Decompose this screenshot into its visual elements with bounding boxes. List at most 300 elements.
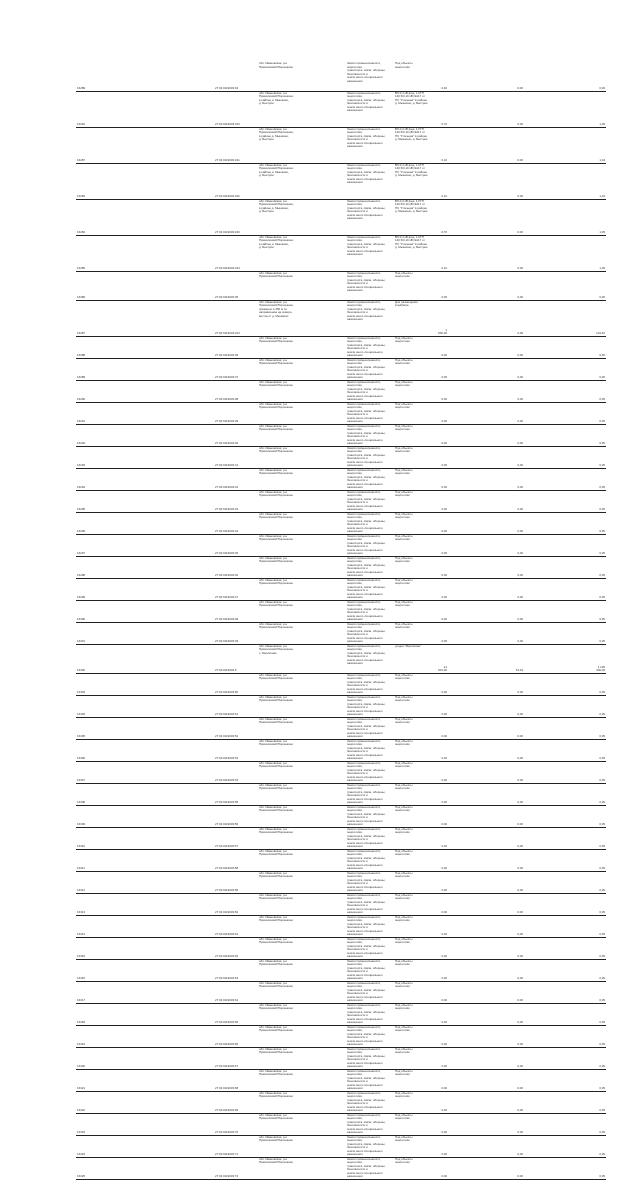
- land-category: Земли промышленности, энергетики, транспорта, связи, обороны, безопасности и земли иного специального назначения: [346, 600, 394, 622]
- table-row: [76, 1003, 606, 1025]
- row-number: 16322: [76, 1091, 100, 1113]
- table-row: [76, 827, 606, 849]
- cadastral-value-per-sqm: 0,00: [512, 937, 524, 959]
- address: обл. Ивановская, р-н Приволжский/Порошкино, в районе д. Мышкино, д. Быстрое: [258, 91, 346, 127]
- table-row: [76, 556, 606, 578]
- cadastral-value: 0,00: [594, 358, 606, 380]
- cadastral-value: 1 105 400,00: [594, 644, 606, 673]
- permitted-use: Под объекты энергетики: [394, 1113, 436, 1135]
- table-row: [76, 402, 606, 424]
- cadastral-value: 0,05: [594, 871, 606, 893]
- cadastral-number: 27:02:0119003:49: [214, 622, 258, 644]
- land-category: Земли промышленности, энергетики, транспорта, связи, обороны, безопасности и земли иного специального назначения: [346, 490, 394, 512]
- table-row: [76, 1025, 606, 1047]
- area: 0,00: [436, 402, 448, 424]
- cadastral-value-per-sqm: 0,00: [512, 512, 524, 534]
- cadastral-value: 0,05: [594, 622, 606, 644]
- cadastral-value-per-sqm: 0,00: [512, 783, 524, 805]
- row-number: 16300: [76, 600, 100, 622]
- cadastral-value-per-sqm: 0,00: [512, 622, 524, 644]
- address: обл. Ивановская, р-н Приволжский/Порошкино, в районе д. Мышкино, д. Быстрое: [258, 235, 346, 271]
- table-row: [76, 62, 606, 91]
- land-category: Земли промышленности, энергетики, транспорта, связи, обороны, безопасности и земли иного специального назначения: [346, 468, 394, 490]
- land-category: Земли промышленности, энергетики, транспорта, связи, обороны, безопасности и земли иного специального назначения: [346, 1157, 394, 1179]
- cadastral-number: 27:02:0119003:48: [214, 600, 258, 622]
- row-number: 16316: [76, 959, 100, 981]
- address: обл. Ивановская, р-н Приволжский/Порошкино: [258, 959, 346, 981]
- cadastral-number: 27:02:0119003:54: [214, 761, 258, 783]
- permitted-use: Под объекты энергетики: [394, 424, 436, 446]
- table-row: [76, 1091, 606, 1113]
- cadastral-number: 27:02:0119003:69: [214, 1091, 258, 1113]
- land-category: Земли промышленности, энергетики, транспорта, связи, обороны, безопасности и земли иного специального назначения: [346, 871, 394, 893]
- address: обл. Ивановская, р-н Приволжский/Порошкино: [258, 915, 346, 937]
- table-row: [76, 336, 606, 358]
- row-number: 16284: [76, 199, 100, 235]
- area: 0,00: [436, 937, 448, 959]
- land-category: Земли промышленности, энергетики, транспорта, связи, обороны, безопасности и земли иного специального назначения: [346, 512, 394, 534]
- cadastral-number: 27:02:0119003:56: [214, 805, 258, 827]
- cadastral-number: 27:02:0119003:37: [214, 358, 258, 380]
- land-category: Земли промышленности, энергетики, транспорта, связи, обороны, безопасности и земли иного специального назначения: [346, 1135, 394, 1157]
- table-row: [76, 380, 606, 402]
- row-number: 16320: [76, 1047, 100, 1069]
- row-number: 16310: [76, 827, 100, 849]
- row-number: 16306: [76, 739, 100, 761]
- permitted-use: Под объекты энергетики: [394, 62, 436, 91]
- cadastral-value-per-sqm: 0,00: [512, 446, 524, 468]
- cadastral-number: 27:02:0119003:5: [214, 644, 258, 673]
- table-row: [76, 849, 606, 871]
- row-number: 16325: [76, 1157, 100, 1179]
- row-number: 16315: [76, 937, 100, 959]
- cadastral-value-per-sqm: 0,00: [512, 600, 524, 622]
- cadastral-value-per-sqm: 0,00: [512, 199, 524, 235]
- permitted-use: Для размещения кладбища: [394, 300, 436, 336]
- cadastral-value-per-sqm: 0,00: [512, 871, 524, 893]
- cadastral-value-per-sqm: 51,04: [512, 644, 524, 673]
- cadastral-number: 27:02:0119003:65: [214, 1003, 258, 1025]
- cadastral-number: 27:02:0119003:45: [214, 534, 258, 556]
- permitted-use: Под объекты энергетики: [394, 468, 436, 490]
- permitted-use: Под объекты энергетики: [394, 622, 436, 644]
- cadastral-value: 0,00: [594, 62, 606, 91]
- row-number: 16287: [76, 300, 100, 336]
- cadastral-number: 27:02:0119003:344: [214, 235, 258, 271]
- cadastral-number: 27:02:0119003:67: [214, 1047, 258, 1069]
- table-row: [76, 644, 606, 673]
- cadastral-value-per-sqm: 0,00: [512, 827, 524, 849]
- permitted-use: Под объекты энергетики: [394, 761, 436, 783]
- land-category: Земли промышленности, энергетики, транспорта, связи, обороны, безопасности и земли иного специального назначения: [346, 336, 394, 358]
- table-row: [76, 783, 606, 805]
- land-plots-table: [76, 62, 606, 1180]
- area: 0,00: [436, 739, 448, 761]
- cadastral-number: 27:02:0119003:38: [214, 380, 258, 402]
- address: обл. Ивановская, р-н Приволжский/Порошкино: [258, 871, 346, 893]
- row-number: 16312: [76, 871, 100, 893]
- permitted-use: Под объекты энергетики: [394, 827, 436, 849]
- row-number: 16291: [76, 91, 100, 127]
- cadastral-value-per-sqm: 0,00: [512, 534, 524, 556]
- row-number: 16307: [76, 761, 100, 783]
- table-row: [76, 673, 606, 695]
- area: 0,00: [436, 1091, 448, 1113]
- address: обл. Ивановская, р-н Приволжский/Порошкино: [258, 468, 346, 490]
- land-category: Земли промышленности, энергетики, транспорта, связи, обороны, безопасности и земли иного специального назначения: [346, 235, 394, 271]
- permitted-use: Под объекты энергетики: [394, 1047, 436, 1069]
- address: обл. Ивановская, р-н Приволжский/Порошкино: [258, 490, 346, 512]
- cadastral-value: 0,05: [594, 739, 606, 761]
- cadastral-value-per-sqm: 0,00: [512, 1047, 524, 1069]
- row-number: 16323: [76, 1113, 100, 1135]
- cadastral-value: 0,05: [594, 849, 606, 871]
- cadastral-number: 27:02:0119003:52: [214, 717, 258, 739]
- row-number: 16289: [76, 62, 100, 91]
- row-number: 16294: [76, 468, 100, 490]
- cadastral-value: 0,05: [594, 402, 606, 424]
- permitted-use: Под объекты энергетики: [394, 534, 436, 556]
- address: обл. Ивановская, р-н Приволжский/Порошкино, в районе д. Мышкино, д. Быстрое: [258, 127, 346, 163]
- permitted-use: Под объекты энергетики: [394, 1091, 436, 1113]
- row-number: 16298: [76, 556, 100, 578]
- table-row: [76, 91, 606, 127]
- permitted-use: Под объекты энергетики: [394, 893, 436, 915]
- cadastral-value: 0,05: [594, 959, 606, 981]
- cadastral-value: 0,05: [594, 490, 606, 512]
- area: 0,00: [436, 1047, 448, 1069]
- row-number: 16313: [76, 893, 100, 915]
- table-row: [76, 739, 606, 761]
- table-row: [76, 981, 606, 1003]
- permitted-use: Под объекты энергетики: [394, 915, 436, 937]
- area: 0,10: [436, 127, 448, 163]
- table-row: [76, 717, 606, 739]
- cadastral-value: 1,06: [594, 235, 606, 271]
- cadastral-value-per-sqm: 0,00: [512, 915, 524, 937]
- permitted-use: Под объекты энергетики: [394, 271, 436, 300]
- area: 0,00: [436, 622, 448, 644]
- cadastral-value: 0,05: [594, 717, 606, 739]
- cadastral-value: 0,05: [594, 783, 606, 805]
- cadastral-value-per-sqm: 0,09: [512, 300, 524, 336]
- area: 0,00: [436, 578, 448, 600]
- cadastral-value-per-sqm: 0,00: [512, 849, 524, 871]
- cadastral-value: 0,05: [594, 446, 606, 468]
- permitted-use: Под объекты энергетики: [394, 490, 436, 512]
- cadastral-value: 0,05: [594, 512, 606, 534]
- cadastral-value-per-sqm: 0,00: [512, 805, 524, 827]
- area: 0,00: [436, 827, 448, 849]
- cadastral-number: 27:02:0119003:51: [214, 695, 258, 717]
- address: обл. Ивановская, р-н Приволжский/Порошкино, в районе д. Мышкино, д. Быстрое: [258, 199, 346, 235]
- permitted-use: Под объекты энергетики: [394, 871, 436, 893]
- land-category: Земли промышленности, энергетики, транспорта, связи, обороны, безопасности и земли иного специального назначения: [346, 163, 394, 199]
- address: обл. Ивановская, р-н Приволжский/Порошкино: [258, 556, 346, 578]
- permitted-use: Под объекты энергетики: [394, 849, 436, 871]
- area: 0,70: [436, 199, 448, 235]
- cadastral-number: 27:02:0119003:47: [214, 578, 258, 600]
- address: обл. Ивановская, р-н Приволжский/Порошкино: [258, 827, 346, 849]
- cadastral-value: 0,05: [594, 937, 606, 959]
- area: 0,00: [436, 673, 448, 695]
- row-number: 16297: [76, 534, 100, 556]
- cadastral-number: 27:02:0119003:39: [214, 402, 258, 424]
- cadastral-number: 27:02:0119003:61: [214, 915, 258, 937]
- table-row: [76, 805, 606, 827]
- cadastral-number: 27:02:0119003:43: [214, 490, 258, 512]
- cadastral-value: 0,05: [594, 1135, 606, 1157]
- land-category: Земли промышленности, энергетики, транспорта, связи, обороны, безопасности и земли иного специального назначения: [346, 556, 394, 578]
- address: обл. Ивановская, р-н Приволжский/Порошкино: [258, 1135, 346, 1157]
- row-number: 16290: [76, 380, 100, 402]
- row-number: 16289: [76, 358, 100, 380]
- area: 0,00: [436, 1025, 448, 1047]
- cadastral-number: 27:02:0119003:64: [214, 981, 258, 1003]
- cadastral-value: 1,06: [594, 91, 606, 127]
- cadastral-value: 0,05: [594, 534, 606, 556]
- land-category: Земли промышленности, энергетики, транспорта, связи, обороны, безопасности и земли иного специального назначения: [346, 827, 394, 849]
- row-number: 16295: [76, 490, 100, 512]
- cadastral-number: 27:02:0119003:224: [214, 300, 258, 336]
- area: 0,00: [436, 893, 448, 915]
- cadastral-value-per-sqm: 0,00: [512, 893, 524, 915]
- permitted-use: Под объекты энергетики: [394, 446, 436, 468]
- area: 0,40: [436, 62, 448, 91]
- cadastral-value: 0,00: [594, 336, 606, 358]
- cadastral-value: 0,05: [594, 1091, 606, 1113]
- cadastral-number: 27:02:0119003:35: [214, 271, 258, 300]
- table-row: [76, 1157, 606, 1179]
- permitted-use: ВЛ-0,4 кВ фид. 1 КТП 120 6/0,10 кВ №117 от ПС "Угольная" в районе д. Мышкино, д. Быстрое: [394, 91, 436, 127]
- area: 0,00: [436, 424, 448, 446]
- row-number: 16293: [76, 446, 100, 468]
- permitted-use: Под объекты энергетики: [394, 1025, 436, 1047]
- cadastral-value-per-sqm: 0,00: [512, 739, 524, 761]
- address: обл. Ивановская, р-н Приволжский/Порошкино: [258, 1091, 346, 1113]
- address: обл. Ивановская, р-н Приволжский/Порошкино: [258, 271, 346, 300]
- cadastral-number: 27:02:0119003:41: [214, 446, 258, 468]
- cadastral-value: 1,04: [594, 163, 606, 199]
- land-category: Земли промышленности, энергетики, транспорта, связи, обороны, безопасности и земли иного специального назначения: [346, 915, 394, 937]
- area: 0,00: [436, 534, 448, 556]
- land-category: Земли промышленности, энергетики, транспорта, связи, обороны, безопасности и земли иного специального назначения: [346, 739, 394, 761]
- area: 0,00: [436, 1003, 448, 1025]
- permitted-use: Под объекты энергетики: [394, 578, 436, 600]
- area: 0,00: [436, 336, 448, 358]
- land-category: Земли промышленности, энергетики, транспорта, связи, обороны, безопасности и земли иного специального назначения: [346, 644, 394, 673]
- cadastral-value-per-sqm: 0,00: [512, 673, 524, 695]
- row-number: 16288: [76, 336, 100, 358]
- table-row: [76, 127, 606, 163]
- cadastral-value-per-sqm: 0,00: [512, 235, 524, 271]
- cadastral-value-per-sqm: 0,00: [512, 402, 524, 424]
- area: 0,00: [436, 805, 448, 827]
- row-number: 16311: [76, 849, 100, 871]
- row-number: 16314: [76, 915, 100, 937]
- cadastral-value-per-sqm: 0,00: [512, 490, 524, 512]
- table-row: [76, 622, 606, 644]
- address: обл. Ивановская, р-н Приволжский/Порошкино: [258, 1069, 346, 1091]
- address: обл. Ивановская, р-н Приволжский/Порошкино, в районе д. Мышкино, д. Быстрое: [258, 163, 346, 199]
- cadastral-number: 27:02:0119003:57: [214, 827, 258, 849]
- address: обл. Ивановская, р-н Приволжский/Порошкино, примерно в 450 м по направлению на северо- восток от д. Мышкино: [258, 300, 346, 336]
- land-category: Земли промышленности, энергетики, транспорта, связи, обороны, безопасности и земли иного специального назначения: [346, 1113, 394, 1135]
- area: 0,00: [436, 380, 448, 402]
- cadastral-number: 27:02:0119003:62: [214, 937, 258, 959]
- table-row: [76, 300, 606, 336]
- cadastral-number: 27:02:0119003:53: [214, 739, 258, 761]
- area: 0,00: [436, 761, 448, 783]
- row-number: 16283: [76, 163, 100, 199]
- land-category: Земли промышленности, энергетики, транспорта, связи, обороны, безопасности и земли иного специального назначения: [346, 358, 394, 380]
- cadastral-value: 0,05: [594, 380, 606, 402]
- table-row: [76, 959, 606, 981]
- cadastral-value-per-sqm: 0,00: [512, 1135, 524, 1157]
- cadastral-number: 27:02:0119003:66: [214, 1025, 258, 1047]
- area: 0,00: [436, 871, 448, 893]
- cadastral-number: 27:02:0119003:59: [214, 871, 258, 893]
- area: 0,00: [436, 271, 448, 300]
- land-category: Земли промышленности, энергетики, транспорта, связи, обороны, безопасности и земли иного специального назначения: [346, 1069, 394, 1091]
- cadastral-value: 0,05: [594, 578, 606, 600]
- row-number: 16285: [76, 235, 100, 271]
- cadastral-value-per-sqm: 0,00: [512, 271, 524, 300]
- area: 0,00: [436, 358, 448, 380]
- table-row: [76, 358, 606, 380]
- address: обл. Ивановская, р-н Приволжский/Порошкино: [258, 380, 346, 402]
- area: 0,70: [436, 91, 448, 127]
- land-category: Земли промышленности, энергетики, транспорта, связи, обороны, безопасности и земли иного специального назначения: [346, 695, 394, 717]
- land-category: Земли промышленности, энергетики, транспорта, связи, обороны, безопасности и земли иного специального назначения: [346, 578, 394, 600]
- table-row: [76, 446, 606, 468]
- area: 0,10: [436, 163, 448, 199]
- cadastral-value: 0,05: [594, 827, 606, 849]
- permitted-use: Под объекты энергетики: [394, 805, 436, 827]
- table-row: [76, 761, 606, 783]
- row-number: 16286: [76, 271, 100, 300]
- cadastral-number: 27:02:0119003:04: [214, 62, 258, 91]
- area: 0,00: [436, 783, 448, 805]
- permitted-use: Под объекты энергетики: [394, 959, 436, 981]
- address: обл. Ивановская, р-н Приволжский/Порошкино: [258, 1113, 346, 1135]
- cadastral-value: 1,05: [594, 199, 606, 235]
- land-category: Земли промышленности, энергетики, транспорта, связи, обороны, безопасности и земли иного специального назначения: [346, 1003, 394, 1025]
- area: 0,00: [436, 959, 448, 981]
- land-category: Земли промышленности, энергетики, транспорта, связи, обороны, безопасности и земли иного специального назначения: [346, 1091, 394, 1113]
- cadastral-number: 27:02:0119003:72: [214, 1157, 258, 1179]
- cadastral-value: 0,00: [594, 271, 606, 300]
- land-category: Земли промышленности, энергетики, транспорта, связи, обороны, безопасности и земли иного специального назначения: [346, 783, 394, 805]
- cadastral-value-per-sqm: 0,00: [512, 62, 524, 91]
- land-category: Земли промышленности, энергетики, транспорта, связи, обороны, безопасности и земли иного специального назначения: [346, 1047, 394, 1069]
- permitted-use: Под объекты энергетики: [394, 739, 436, 761]
- address: обл. Ивановская, р-н Приволжский/Порошкино: [258, 937, 346, 959]
- row-number: 16296: [76, 512, 100, 534]
- cadastral-value-per-sqm: 0,00: [512, 1025, 524, 1047]
- cadastral-number: 27:02:0119003:70: [214, 1113, 258, 1135]
- cadastral-number: 27:02:0119003:68: [214, 1069, 258, 1091]
- table-row: [76, 600, 606, 622]
- cadastral-value-per-sqm: 0,00: [512, 380, 524, 402]
- cadastral-number: 27:02:0119003:42: [214, 468, 258, 490]
- address: обл. Ивановская, р-н Приволжский/Порошкино: [258, 578, 346, 600]
- table-row: [76, 468, 606, 490]
- address: обл. Ивановская, р-н Приволжский/Порошкино: [258, 600, 346, 622]
- permitted-use: Под объекты энергетики: [394, 1157, 436, 1179]
- area: 0,00: [436, 849, 448, 871]
- land-category: Земли промышленности, энергетики, транспорта, связи, обороны, безопасности и земли иного специального назначения: [346, 761, 394, 783]
- permitted-use: Под объекты энергетики: [394, 1003, 436, 1025]
- cadastral-value-per-sqm: 0,00: [512, 127, 524, 163]
- address: обл. Ивановская, р-н Приволжский/Порошкино: [258, 981, 346, 1003]
- area: 0,00: [436, 446, 448, 468]
- permitted-use: Под объекты энергетики: [394, 783, 436, 805]
- cadastral-value: 0,05: [594, 673, 606, 695]
- table-row: [76, 424, 606, 446]
- cadastral-value: 0,05: [594, 1113, 606, 1135]
- table-row: [76, 271, 606, 300]
- land-category: Земли промышленности, энергетики, транспорта, связи, обороны, безопасности и земли иного специального назначения: [346, 91, 394, 127]
- cadastral-value: 0,05: [594, 1069, 606, 1091]
- cadastral-value-per-sqm: 0,00: [512, 981, 524, 1003]
- cadastral-number: 27:02:0119003:40: [214, 424, 258, 446]
- cadastral-value: 104,40: [594, 300, 606, 336]
- land-category: Земли промышленности, энергетики, транспорта, связи, обороны, безопасности и земли иного специального назначения: [346, 424, 394, 446]
- land-category: Земли промышленности, энергетики, транспорта, связи, обороны, безопасности и земли иного специального назначения: [346, 127, 394, 163]
- address: обл. Ивановская, р-н Приволжский/Порошкино: [258, 805, 346, 827]
- table-row: [76, 893, 606, 915]
- address: обл. Ивановская, р-н Приволжский/Порошкино: [258, 358, 346, 380]
- row-number: 16324: [76, 1135, 100, 1157]
- cadastral-number: 27:02:0119003:340: [214, 199, 258, 235]
- address: обл. Ивановская, р-н Приволжский/Порошкино: [258, 424, 346, 446]
- table-row: [76, 490, 606, 512]
- address: обл. Ивановская, р-н Приволжский/Порошкино: [258, 402, 346, 424]
- permitted-use: Под объекты энергетики: [394, 380, 436, 402]
- table-row: [76, 235, 606, 271]
- permitted-use: Под объекты энергетики: [394, 556, 436, 578]
- area: 0,00: [436, 981, 448, 1003]
- row-number: 16318: [76, 1003, 100, 1025]
- land-category: Земли промышленности, энергетики, транспорта, связи, обороны, безопасности и земли иного специального назначения: [346, 1025, 394, 1047]
- land-category: Земли промышленности, энергетики, транспорта, связи, обороны, безопасности и земли иного специального назначения: [346, 937, 394, 959]
- cadastral-value: 0,05: [594, 1157, 606, 1179]
- cadastral-value-per-sqm: 0,00: [512, 1157, 524, 1179]
- permitted-use: Под объекты энергетики: [394, 600, 436, 622]
- cadastral-number: 27:02:0119003:60: [214, 893, 258, 915]
- cadastral-value-per-sqm: 0,00: [512, 358, 524, 380]
- address: обл. Ивановская, р-н Приволжский/Порошкино: [258, 622, 346, 644]
- area: 21 601,00: [436, 644, 448, 673]
- cadastral-number: 27:02:0119003:55: [214, 783, 258, 805]
- table-row: [76, 915, 606, 937]
- cadastral-value-per-sqm: 0,00: [512, 695, 524, 717]
- area: 0,00: [436, 1157, 448, 1179]
- area: 0,00: [436, 512, 448, 534]
- cadastral-value-per-sqm: 0,00: [512, 1113, 524, 1135]
- land-category: Земли промышленности, энергетики, транспорта, связи, обороны, безопасности и земли иного специального назначения: [346, 534, 394, 556]
- cadastral-value-per-sqm: 0,00: [512, 578, 524, 600]
- cadastral-value-per-sqm: 0,00: [512, 1069, 524, 1091]
- address: обл. Ивановская, р-н Приволжский/Порошкино: [258, 717, 346, 739]
- land-category: Земли промышленности, энергетики, транспорта, связи, обороны, безопасности и земли иного специального назначения: [346, 622, 394, 644]
- address: обл. Ивановская, р-н Приволжский/Порошкино: [258, 849, 346, 871]
- table-row: [76, 163, 606, 199]
- cadastral-value: 1,04: [594, 127, 606, 163]
- row-number: 16308: [76, 783, 100, 805]
- table-row: [76, 1113, 606, 1135]
